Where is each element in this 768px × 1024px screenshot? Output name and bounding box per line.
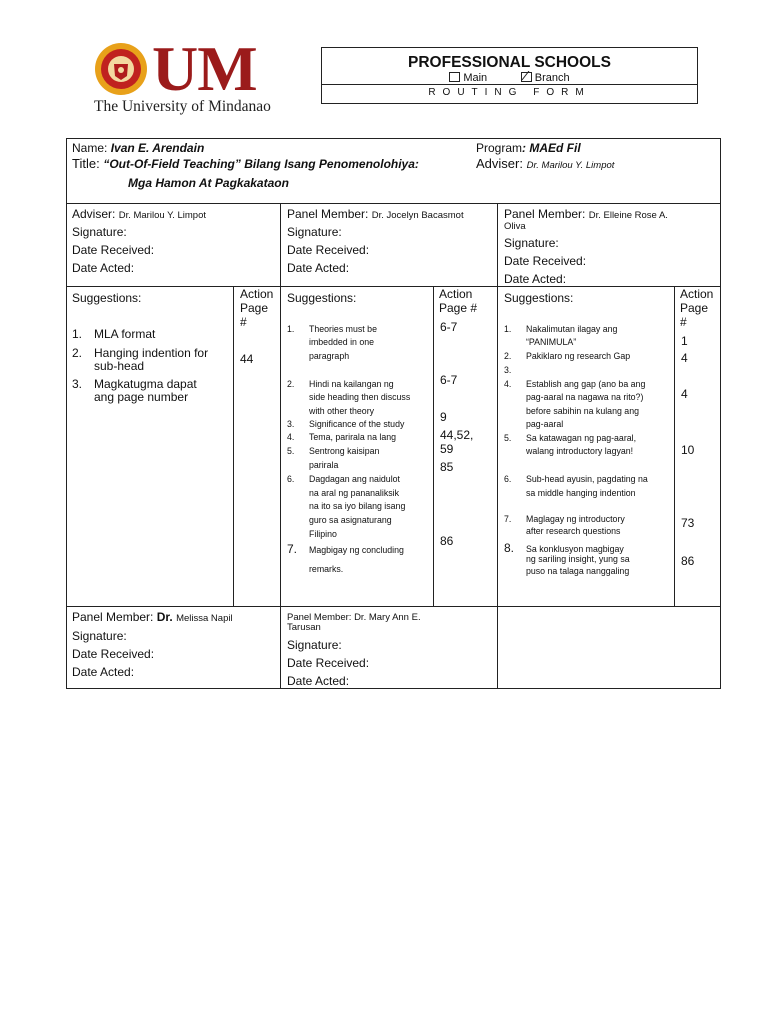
- list-item-cont: before sabihin na kulang ang: [526, 406, 639, 416]
- list-item-cont: sa middle hanging indention: [526, 488, 636, 498]
- page-label: Page: [680, 301, 709, 315]
- list-item-cont: sub-head: [94, 359, 145, 373]
- form-header: [321, 47, 698, 104]
- action-page: 6-7: [440, 373, 458, 387]
- reviewer-panel-1: [287, 207, 464, 223]
- date-acted-field: Date Acted:: [287, 674, 350, 688]
- university-name: The University of Mindanao: [94, 98, 271, 115]
- reviewer-role: Panel Member:: [287, 207, 369, 221]
- list-item: 8. Sa konklusyon magbigay: [504, 541, 624, 555]
- list-item-cont: ng sariling insight, yung sa: [526, 554, 630, 564]
- suggestions-heading: Suggestions:: [287, 291, 357, 305]
- number-label: #: [680, 315, 687, 329]
- number-label: #: [240, 315, 247, 329]
- list-item: 4. Tema, parirala na lang: [287, 432, 397, 442]
- university-logo: [92, 33, 292, 120]
- list-item-cont: “PANIMULA”: [526, 337, 577, 347]
- title-row: [72, 157, 419, 171]
- date-acted-field: Date Acted:: [287, 261, 350, 275]
- list-item: 6. Sub-head ayusin, pagdating na: [504, 474, 648, 484]
- suggestions-heading: Suggestions:: [72, 291, 142, 305]
- action-page: 4: [681, 387, 688, 401]
- list-item: 2. Pakiklaro ng research Gap: [504, 351, 631, 361]
- action-page: 86: [440, 534, 454, 548]
- action-page: 86: [681, 554, 695, 568]
- list-item: 1. MLA format: [72, 327, 156, 341]
- action-page-heading: [439, 287, 477, 315]
- list-item-cont: pag-aaral: [526, 419, 564, 429]
- list-item: 2. Hanging indention for: [72, 346, 209, 360]
- check-icon: [521, 71, 531, 81]
- reviewer-panel-3: [72, 610, 233, 626]
- list-item: 2. Hindi na kailangan ng: [287, 379, 394, 389]
- program-row: [476, 141, 581, 155]
- reviewer-name: Dr. Elleine Rose A.: [588, 210, 668, 221]
- action-label: Action: [240, 287, 274, 301]
- student-name: Ivan E. Arendain: [110, 141, 205, 155]
- list-item-cont: Filipino: [309, 529, 337, 539]
- action-page: 4: [681, 351, 688, 365]
- action-page: 44,52,: [440, 428, 474, 442]
- reviewer-panel-2: [504, 207, 668, 223]
- list-item-cont: parirala: [309, 460, 339, 470]
- date-received-field: Date Received:: [287, 656, 370, 670]
- reviewer-role: Panel Member:: [504, 207, 586, 221]
- reviewer-role: Panel Member:: [72, 610, 154, 624]
- header-divider: [322, 84, 697, 85]
- list-item-cont: na ito sa iyo bilang isang: [309, 501, 406, 511]
- thesis-title-line2: Mga Hamon At Pagkakataon: [128, 176, 289, 190]
- reviewer-name: Dr. Mary Ann E.: [354, 612, 421, 623]
- university-seal-icon: [94, 42, 148, 96]
- action-page: 1: [681, 334, 688, 348]
- action-page: 9: [440, 410, 447, 424]
- list-item: 3. Significance of the study: [287, 419, 405, 429]
- list-item-cont: ang page number: [94, 390, 189, 404]
- name-label: Name:: [72, 141, 108, 155]
- list-item-cont: pag-aaral na nagawa na rito?): [526, 392, 644, 402]
- list-item-cont: walang introductory lagyan!: [526, 446, 634, 456]
- signature-field: Signature:: [72, 629, 127, 643]
- signature-field: Signature:: [287, 225, 342, 239]
- suggestions-heading: Suggestions:: [504, 291, 574, 305]
- date-acted-field: Date Acted:: [504, 272, 567, 286]
- list-item-cont: with other theory: [309, 406, 375, 416]
- list-item-cont: paragraph: [309, 351, 350, 361]
- logo-letters: UM: [152, 33, 257, 104]
- signature-field: Signature:: [287, 638, 342, 652]
- list-item-cont: remarks.: [309, 564, 344, 574]
- list-item: 7. Maglagay ng introductory: [504, 514, 625, 524]
- program-value: : MAEd Fil: [522, 141, 581, 155]
- header-title: PROFESSIONAL SCHOOLS: [408, 54, 611, 71]
- reviewer-name-cont: Tarusan: [287, 622, 321, 633]
- date-acted-field: Date Acted:: [72, 261, 135, 275]
- adviser-row: [476, 157, 614, 173]
- reviewer-name: Dr. Marilou Y. Limpot: [118, 210, 207, 221]
- date-received-field: Date Received:: [504, 254, 587, 268]
- list-item-cont: guro sa asignaturang: [309, 515, 392, 525]
- list-item-cont: after research questions: [526, 526, 621, 536]
- list-item: 1. Theories must be: [287, 324, 377, 334]
- program-label: Program: [476, 141, 523, 155]
- branch-checkbox[interactable]: [521, 72, 532, 82]
- action-label: Action: [439, 287, 473, 301]
- title-label: Title:: [72, 156, 100, 171]
- reviewer-adviser: [72, 207, 206, 223]
- reviewer-role: Adviser:: [72, 207, 116, 221]
- action-page: 85: [440, 460, 454, 474]
- list-item: 1. Nakalimutan ilagay ang: [504, 324, 618, 334]
- action-page-heading: [240, 287, 273, 329]
- list-item: 5. Sentrong kaisipan: [287, 446, 380, 456]
- date-received-field: Date Received:: [287, 243, 370, 257]
- date-received-field: Date Received:: [72, 647, 155, 661]
- date-acted-field: Date Acted:: [72, 665, 135, 679]
- form-name: ROUTING FORM: [428, 87, 591, 98]
- reviewer-role: Panel Member:: [287, 612, 352, 623]
- action-page: 59: [440, 442, 454, 456]
- action-page-heading: [680, 287, 713, 329]
- list-item: 6. Dagdagan ang naidulot: [287, 474, 400, 484]
- reviewer-title: Dr.: [156, 610, 173, 624]
- main-label: Main: [463, 72, 488, 84]
- reviewer-name: Dr. Jocelyn Bacasmot: [371, 210, 464, 221]
- adviser-name: Dr. Marilou Y. Limpot: [526, 160, 615, 171]
- signature-field: Signature:: [72, 225, 127, 239]
- adviser-label: Adviser:: [476, 156, 523, 171]
- list-item: 7. Magbigay ng concluding: [287, 542, 404, 556]
- main-checkbox[interactable]: [449, 72, 460, 82]
- date-received-field: Date Received:: [72, 243, 155, 257]
- reviewer-name: Melissa Napil: [176, 613, 233, 624]
- page-label: Page: [240, 301, 269, 315]
- reviewer-name-cont: Oliva: [504, 221, 526, 232]
- action-page: 44: [240, 352, 254, 366]
- list-item: 3. Magkatugma dapat: [72, 377, 197, 391]
- branch-label: Branch: [534, 72, 570, 84]
- campus-options: [322, 72, 697, 84]
- list-item-cont: side heading then discuss: [309, 392, 411, 402]
- thesis-title-line1: “Out-Of-Field Teaching” Bilang Isang Penomenolohiya:: [103, 157, 419, 171]
- action-page: 6-7: [440, 320, 458, 334]
- list-item-cont: imbedded in one: [309, 337, 375, 347]
- list-item: 4. Establish ang gap (ano ba ang: [504, 379, 646, 389]
- action-page: 10: [681, 443, 695, 457]
- page-label: Page #: [439, 301, 478, 315]
- signature-field: Signature:: [504, 236, 559, 250]
- list-item: 3.: [504, 365, 512, 375]
- action-label: Action: [680, 287, 714, 301]
- name-row: [72, 141, 204, 155]
- list-item-cont: puso na talaga nanggaling: [526, 566, 630, 576]
- list-item: 5. Sa katawagan ng pag-aaral,: [504, 433, 637, 443]
- action-page: 73: [681, 516, 695, 530]
- list-item-cont: na aral ng pananaliksik: [309, 488, 399, 498]
